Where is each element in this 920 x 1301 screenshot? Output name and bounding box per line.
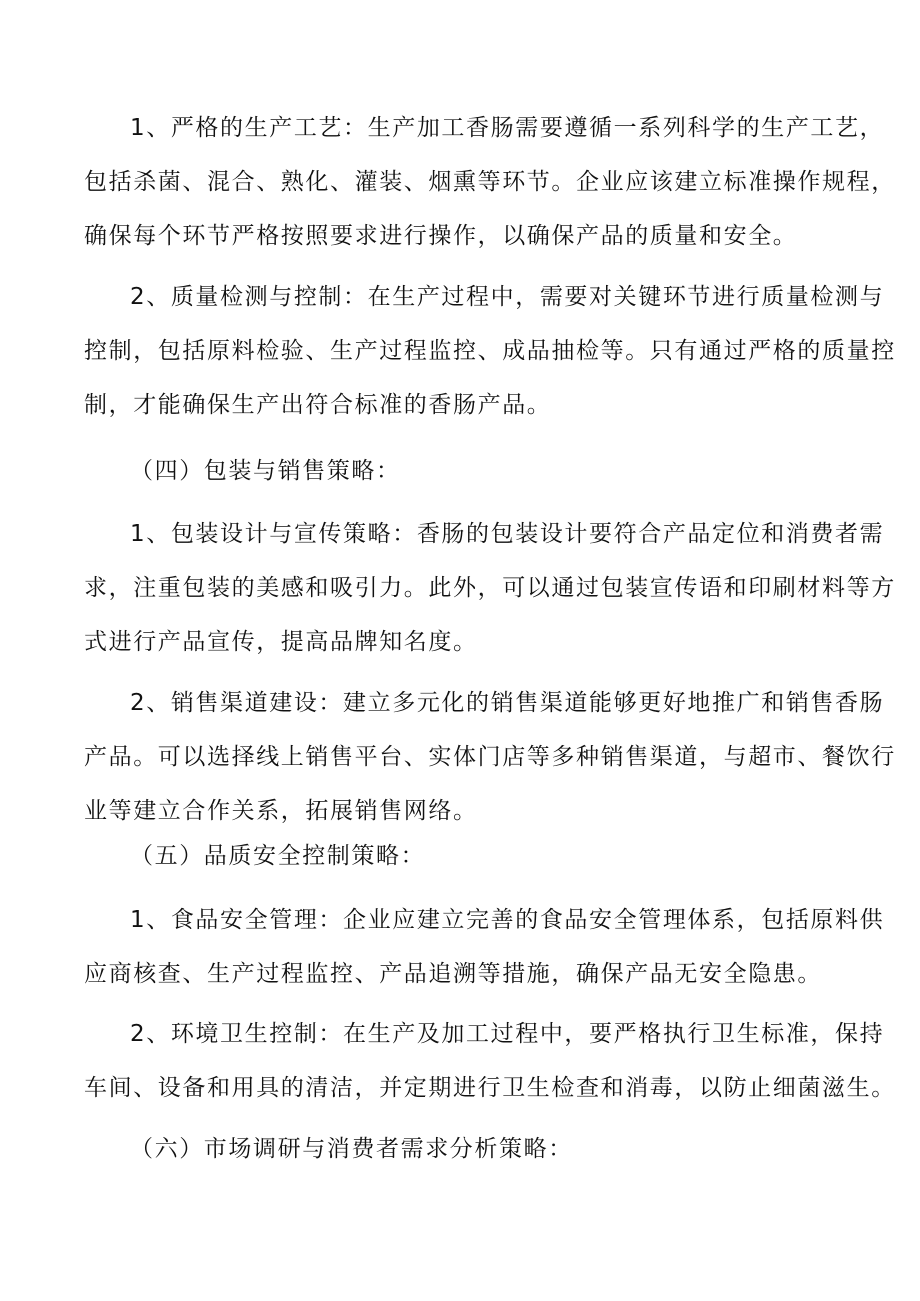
section-heading-market-research xyxy=(84,1122,840,1176)
paragraph-hygiene-control xyxy=(84,1007,896,1115)
text-line: 控制，包括原料检验、生产过程监控、成品抽检等。只有通过严格的质量控 xyxy=(84,338,896,364)
text-line: 1、包装设计与宣传策略：香肠的包装设计要符合产品定位和消费者需 xyxy=(130,521,885,547)
text-line: 业等建立合作关系，拓展销售网络。 xyxy=(84,798,478,824)
paragraph-packaging-design xyxy=(84,507,896,669)
text-line: 包括杀菌、混合、熟化、灌装、烟熏等环节。企业应该建立标准操作规程， xyxy=(84,169,896,195)
paragraph-food-safety xyxy=(84,893,885,1001)
text-line: 车间、设备和用具的清洁，并定期进行卫生检查和消毒，以防止细菌滋生。 xyxy=(84,1075,896,1101)
text-line: 应商核查、生产过程监控、产品追溯等措施，确保产品无安全隐患。 xyxy=(84,961,822,987)
text-line: 求，注重包装的美感和吸引力。此外，可以通过包装宣传语和印刷材料等方 xyxy=(84,575,896,601)
heading-text: （五）品质安全控制策略： xyxy=(130,843,426,869)
text-line: 制，才能确保生产出符合标准的香肠产品。 xyxy=(84,392,552,418)
text-line: 产品。可以选择线上销售平台、实体门店等多种销售渠道，与超市、餐饮行 xyxy=(84,744,896,770)
text-line: 确保每个环节严格按照要求进行操作，以确保产品的质量和安全。 xyxy=(84,223,798,249)
text-line: 2、环境卫生控制：在生产及加工过程中，要严格执行卫生标准，保持 xyxy=(130,1021,885,1047)
heading-text: （四）包装与销售策略： xyxy=(130,458,401,484)
paragraph-sales-channels xyxy=(84,676,896,838)
text-line: 1、严格的生产工艺：生产加工香肠需要遵循一系列科学的生产工艺， xyxy=(130,115,885,141)
text-line: 1、食品安全管理：企业应建立完善的食品安全管理体系，包括原料供 xyxy=(130,907,885,933)
heading-text: （六）市场调研与消费者需求分析策略： xyxy=(130,1136,573,1162)
text-line: 2、销售渠道建设：建立多元化的销售渠道能够更好地推广和销售香肠 xyxy=(130,690,885,716)
paragraph-quality-control xyxy=(84,270,896,432)
section-heading-quality-safety xyxy=(84,829,840,883)
section-heading-packaging-sales xyxy=(84,444,840,498)
paragraph-production-process xyxy=(84,101,896,263)
text-line: 2、质量检测与控制：在生产过程中，需要对关键环节进行质量检测与 xyxy=(130,284,885,310)
text-line: 式进行产品宣传，提高品牌知名度。 xyxy=(84,629,478,655)
